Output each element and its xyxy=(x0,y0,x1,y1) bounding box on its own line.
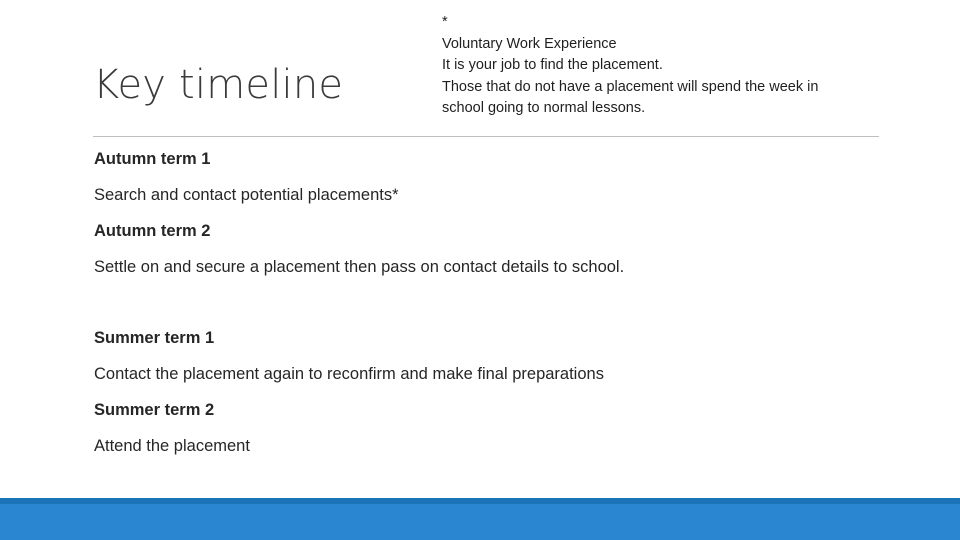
term-description-summer-2: Attend the placement xyxy=(94,437,250,455)
placement-note xyxy=(442,12,892,120)
note-heading: Voluntary Work Experience xyxy=(442,35,617,52)
term-description-autumn-1: Search and contact potential placements* xyxy=(94,186,399,204)
footer-accent-bar xyxy=(0,498,960,540)
timeline-content xyxy=(94,148,894,471)
title-divider xyxy=(93,136,879,137)
note-line: It is your job to find the placement. xyxy=(442,57,663,73)
term-heading-summer-2: Summer term 2 xyxy=(94,401,215,419)
term-heading-summer-1: Summer term 1 xyxy=(94,329,215,347)
note-line: school going to normal lessons. xyxy=(442,100,646,116)
footer-accent-band xyxy=(0,498,960,504)
term-description-summer-1: Contact the placement again to reconfirm and make final preparations xyxy=(94,365,604,383)
term-heading-autumn-1: Autumn term 1 xyxy=(94,150,211,168)
term-description-autumn-2: Settle on and secure a placement then pass on contact details to school. xyxy=(94,258,625,276)
term-heading-autumn-2: Autumn term 2 xyxy=(94,222,211,240)
slide-title: Key timeline xyxy=(93,62,344,108)
note-asterisk: * xyxy=(442,14,448,30)
blank-line xyxy=(94,292,894,327)
note-line: Those that do not have a placement will spend the week in xyxy=(442,78,819,95)
